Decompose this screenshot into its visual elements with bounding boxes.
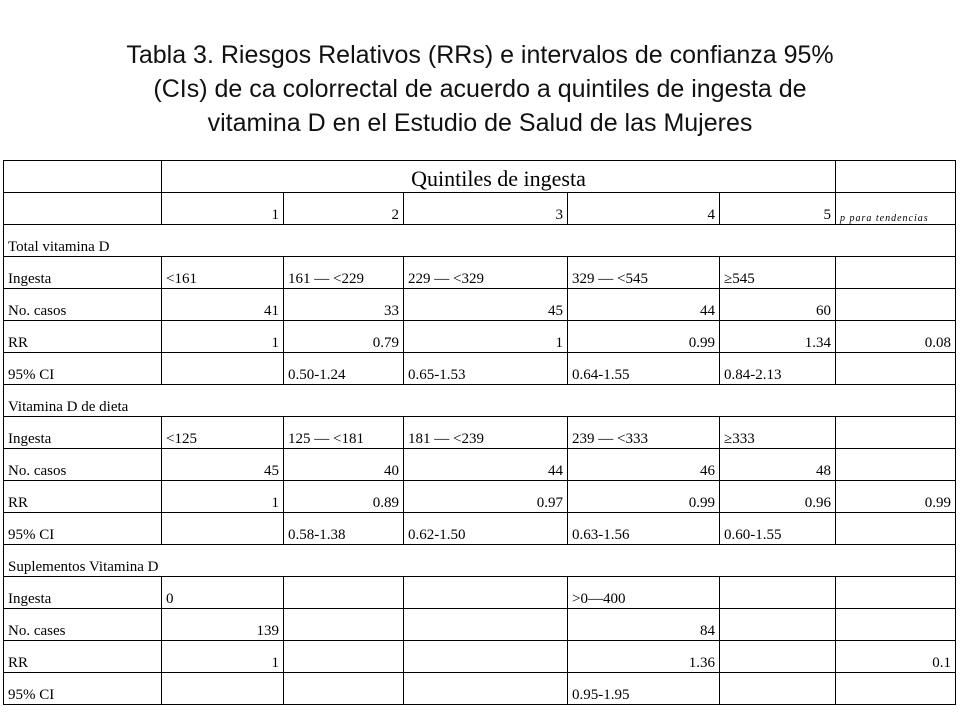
table-cell: 125 — <181: [284, 417, 404, 449]
table-row: [4, 417, 956, 449]
row-label: RR: [4, 641, 162, 673]
title-line-2: (CIs) de ca colorrectal de acuerdo a quintiles de ingesta de: [153, 75, 807, 103]
table-cell: 0.60-1.55: [720, 513, 836, 545]
quintiles-header: Quintiles de ingesta: [162, 161, 836, 193]
table-cell: 1: [404, 321, 568, 353]
row-label: RR: [4, 321, 162, 353]
table-cell: 44: [404, 449, 568, 481]
p-trend-cell: 0.1: [836, 641, 956, 673]
table-cell: 60: [720, 289, 836, 321]
table-cell: 0.50-1.24: [284, 353, 404, 385]
quintiles-header-row: [4, 161, 956, 193]
p-trend-cell: [836, 577, 956, 609]
row-label: Ingesta: [4, 577, 162, 609]
table-cell: 181 — <239: [404, 417, 568, 449]
table-row: [4, 321, 956, 353]
table-cell: 0.99: [568, 321, 720, 353]
p-trend-cell: [836, 257, 956, 289]
p-trend-cell: 0.99: [836, 481, 956, 513]
table-cell: [404, 673, 568, 705]
section-title: Vitamina D de dieta: [4, 385, 956, 417]
table-cell: 0.64-1.55: [568, 353, 720, 385]
table-row: [4, 609, 956, 641]
table-cell: 1.34: [720, 321, 836, 353]
row-label: 95% CI: [4, 353, 162, 385]
table-cell: [720, 577, 836, 609]
table-cell: [720, 673, 836, 705]
table-cell: [162, 513, 284, 545]
table-cell: 0.84-2.13: [720, 353, 836, 385]
table-cell: 0.97: [404, 481, 568, 513]
row-label: Ingesta: [4, 417, 162, 449]
table-cell: [404, 641, 568, 673]
table-cell: ≥545: [720, 257, 836, 289]
table-cell: 1: [162, 321, 284, 353]
table-cell: 0.62-1.50: [404, 513, 568, 545]
row-label: No. casos: [4, 289, 162, 321]
table-cell: [404, 609, 568, 641]
table-cell: 229 — <329: [404, 257, 568, 289]
table-row: [4, 641, 956, 673]
title-line-3: vitamina D en el Estudio de Salud de las Mujeres: [207, 109, 753, 137]
table-cell: 84: [568, 609, 720, 641]
table-cell: 0.96: [720, 481, 836, 513]
table-cell: [284, 673, 404, 705]
table-cell: ≥333: [720, 417, 836, 449]
table-cell: 41: [162, 289, 284, 321]
table-cell: 1: [162, 641, 284, 673]
row-label: Ingesta: [4, 257, 162, 289]
table-cell: 1.36: [568, 641, 720, 673]
table-cell: 40: [284, 449, 404, 481]
table-cell: >0—400: [568, 577, 720, 609]
p-trend-cell: [836, 513, 956, 545]
quintile-number: 2: [284, 193, 404, 225]
table-row: [4, 449, 956, 481]
section-title: Total vitamina D: [4, 225, 956, 257]
row-label: 95% CI: [4, 673, 162, 705]
section-header-row: [4, 545, 956, 577]
header-blank-cell: [4, 193, 162, 225]
header-blank-cell: [836, 161, 956, 193]
p-trend-cell: [836, 449, 956, 481]
table-cell: [720, 609, 836, 641]
table-row: [4, 257, 956, 289]
table-cell: [162, 353, 284, 385]
table-cell: 0.99: [568, 481, 720, 513]
table-cell: 0.79: [284, 321, 404, 353]
section-header-row: [4, 385, 956, 417]
p-trend-cell: [836, 353, 956, 385]
title-line-1: Tabla 3. Riesgos Relativos (RRs) e intervalos de confianza 95%: [126, 41, 834, 69]
quintile-number: 1: [162, 193, 284, 225]
row-label: No. casos: [4, 449, 162, 481]
table-row: [4, 481, 956, 513]
table-cell: 0.95-1.95: [568, 673, 720, 705]
p-trend-cell: [836, 289, 956, 321]
table-cell: 0.63-1.56: [568, 513, 720, 545]
table-cell: [284, 641, 404, 673]
table-cell: 0: [162, 577, 284, 609]
table-cell: [284, 577, 404, 609]
p-trend-header: p para tendencias: [836, 193, 956, 225]
table-row: [4, 513, 956, 545]
table-cell: 45: [404, 289, 568, 321]
quintile-number: 5: [720, 193, 836, 225]
table-cell: [720, 641, 836, 673]
quintile-numbers-row: [4, 193, 956, 225]
table-cell: [162, 673, 284, 705]
table-cell: 48: [720, 449, 836, 481]
section-header-row: [4, 225, 956, 257]
table-cell: 329 — <545: [568, 257, 720, 289]
table-cell: <125: [162, 417, 284, 449]
table-cell: 1: [162, 481, 284, 513]
p-trend-cell: [836, 609, 956, 641]
table-cell: 45: [162, 449, 284, 481]
table-cell: 33: [284, 289, 404, 321]
table-cell: [404, 577, 568, 609]
section-title: Suplementos Vitamina D: [4, 545, 956, 577]
rr-table: [3, 160, 956, 705]
table-row: [4, 577, 956, 609]
p-trend-cell: [836, 417, 956, 449]
p-trend-cell: 0.08: [836, 321, 956, 353]
table-row: [4, 289, 956, 321]
table-cell: 239 — <333: [568, 417, 720, 449]
table-row: [4, 353, 956, 385]
table-cell: [284, 609, 404, 641]
row-label: No. cases: [4, 609, 162, 641]
table-cell: 139: [162, 609, 284, 641]
table-row: [4, 673, 956, 705]
table-cell: 0.65-1.53: [404, 353, 568, 385]
table-cell: 0.89: [284, 481, 404, 513]
table-cell: 0.58-1.38: [284, 513, 404, 545]
table-cell: <161: [162, 257, 284, 289]
row-label: 95% CI: [4, 513, 162, 545]
table-title: [0, 38, 960, 140]
row-label: RR: [4, 481, 162, 513]
p-trend-cell: [836, 673, 956, 705]
table-cell: 44: [568, 289, 720, 321]
header-blank-cell: [4, 161, 162, 193]
quintile-number: 4: [568, 193, 720, 225]
quintile-number: 3: [404, 193, 568, 225]
table-cell: 46: [568, 449, 720, 481]
table-cell: 161 — <229: [284, 257, 404, 289]
